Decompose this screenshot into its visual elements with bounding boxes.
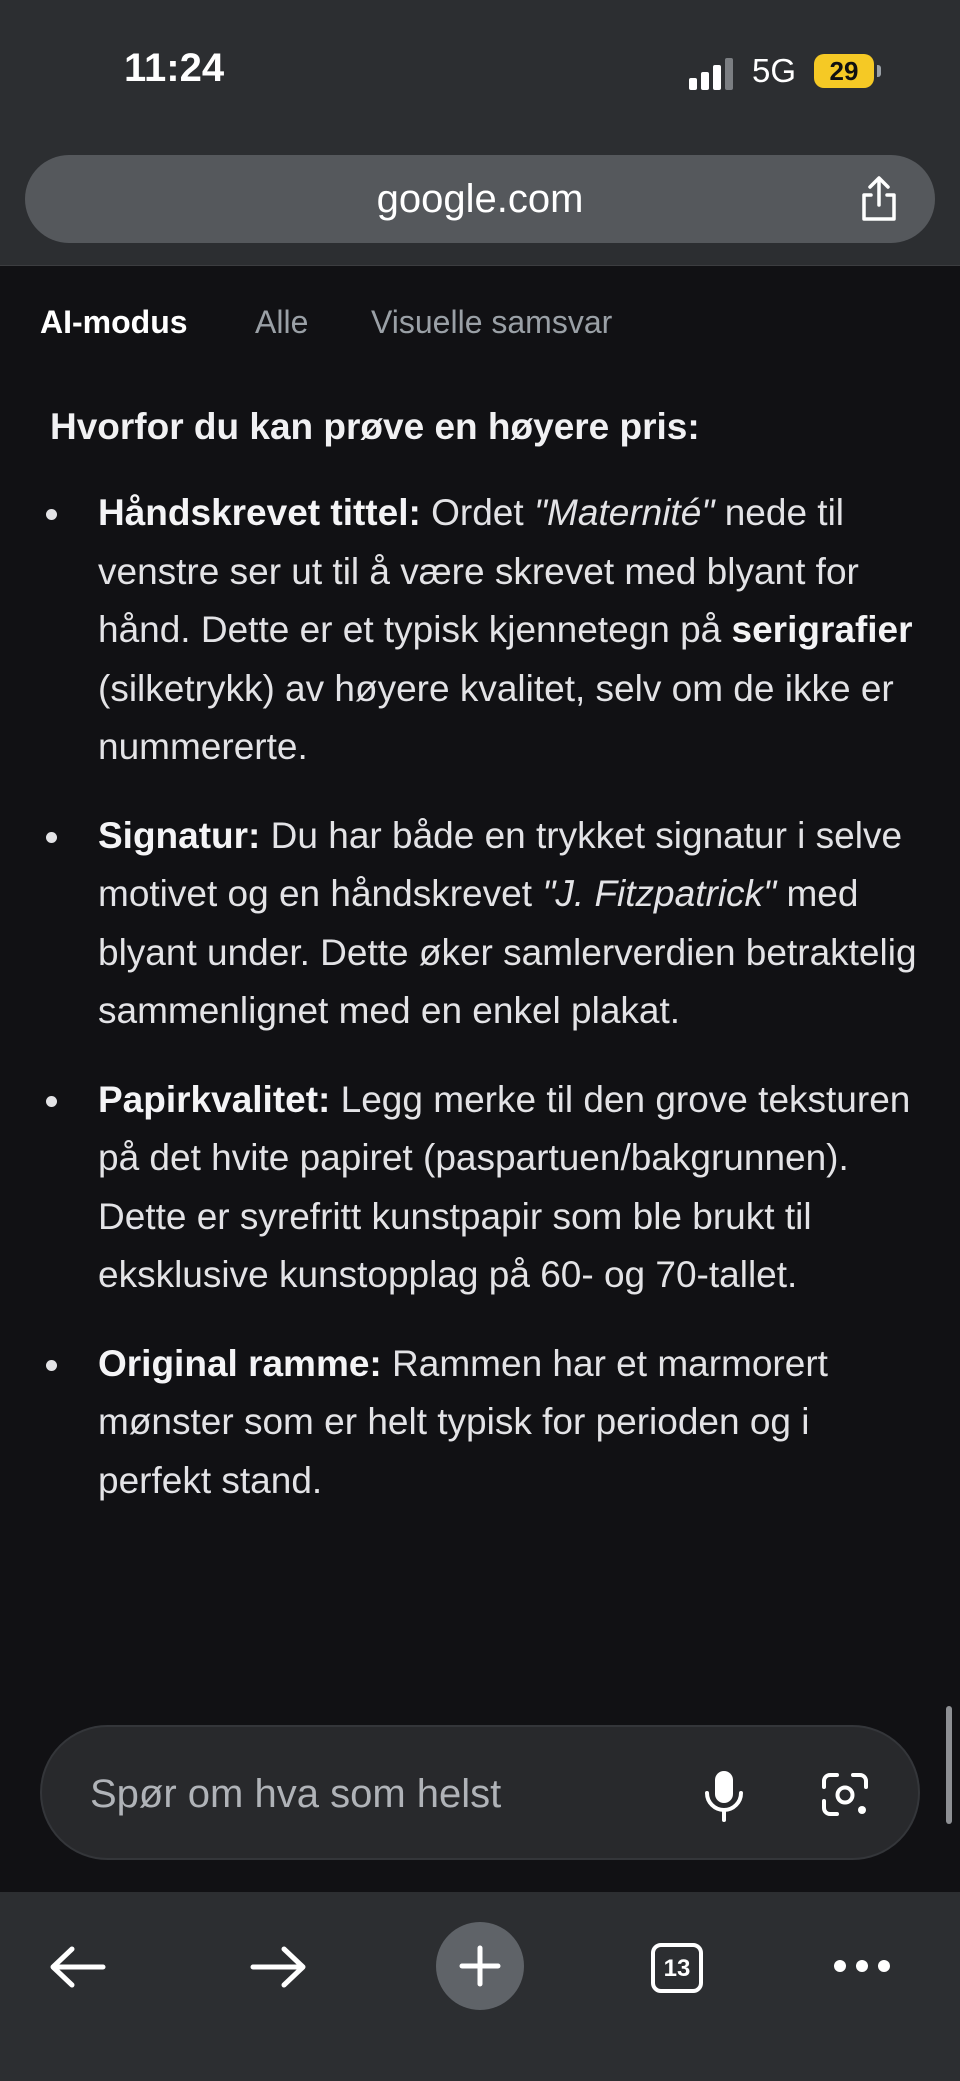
tab-visual-matches[interactable]: Visuelle samsvar — [371, 304, 613, 340]
tab-ai-mode[interactable]: AI-modus — [40, 304, 188, 340]
bullet-icon — [46, 509, 57, 520]
answer-heading: Hvorfor du kan prøve en høyere pris: — [50, 406, 700, 447]
ask-box — [40, 1725, 920, 1860]
battery-level: 29 — [814, 54, 874, 88]
network-type: 5G — [752, 52, 797, 89]
bullet-icon — [46, 1360, 57, 1371]
bullet-icon — [46, 832, 57, 843]
list-item — [0, 1071, 960, 1305]
ask-input[interactable] — [88, 1757, 712, 1831]
new-tab-button[interactable] — [436, 1922, 524, 2010]
share-icon[interactable] — [857, 175, 901, 223]
point-text: Rammen har et marmorert mønster som er helt typisk for perioden og i perfekt stand. — [98, 1342, 828, 1501]
tab-all[interactable]: Alle — [255, 304, 309, 340]
point-quote: "J. Fitzpatrick" — [542, 873, 777, 914]
scrollbar[interactable] — [946, 1706, 952, 1824]
url-text[interactable]: google.com — [376, 177, 584, 221]
bullet-icon — [46, 1096, 57, 1107]
tab-count-button[interactable]: 13 — [651, 1943, 703, 1993]
arrow-left-icon[interactable] — [48, 1944, 108, 1990]
battery-icon — [877, 65, 881, 77]
reasons-list — [0, 484, 960, 1540]
list-item — [0, 807, 960, 1041]
point-text: med blyant under. Dette øker samlerverdien betraktelig sammenlignet med en enkel plakat. — [98, 873, 917, 1031]
search-mode-tabs — [0, 266, 960, 386]
plus-icon — [458, 1944, 502, 1988]
bottom-toolbar — [0, 1892, 960, 2081]
status-time: 11:24 — [124, 46, 225, 90]
point-text: Du har både en trykket signatur i selve motivet og en håndskrevet — [98, 814, 903, 914]
point-title: Original ramme: — [98, 1342, 382, 1384]
point-bold: serigrafier — [731, 609, 913, 650]
point-title: Papirkvalitet: — [98, 1078, 331, 1120]
camera-search-icon[interactable] — [820, 1771, 870, 1819]
point-quote: "Maternité" — [533, 492, 715, 533]
point-title: Signatur: — [98, 814, 261, 856]
browser-toolbar — [0, 140, 960, 266]
point-text: Ordet — [420, 492, 534, 533]
list-item — [0, 1335, 960, 1511]
point-text: nede til venstre ser ut til å være skrevet med blyant for hånd. Dette er et typisk kjennetegn på — [98, 492, 859, 650]
status-bar — [0, 0, 960, 140]
more-horizontal-icon[interactable] — [832, 1958, 892, 1974]
point-text: Legg merke til den grove teksturen på det hvite papiret (paspartuen/bakgrunnen). Dette er syrefritt kunstpapir som ble brukt til eksklusive kunstopplag på 60- og 70-tallet. — [98, 1078, 911, 1295]
point-title: Håndskrevet tittel: — [98, 492, 421, 533]
microphone-icon[interactable] — [702, 1769, 746, 1823]
arrow-right-icon[interactable] — [248, 1944, 308, 1990]
signal-bars-icon — [689, 56, 737, 90]
point-text: (silketrykk) av høyere kvalitet, selv om de ikke er nummererte. — [98, 667, 894, 767]
address-bar[interactable] — [25, 155, 935, 243]
list-item — [0, 484, 960, 777]
